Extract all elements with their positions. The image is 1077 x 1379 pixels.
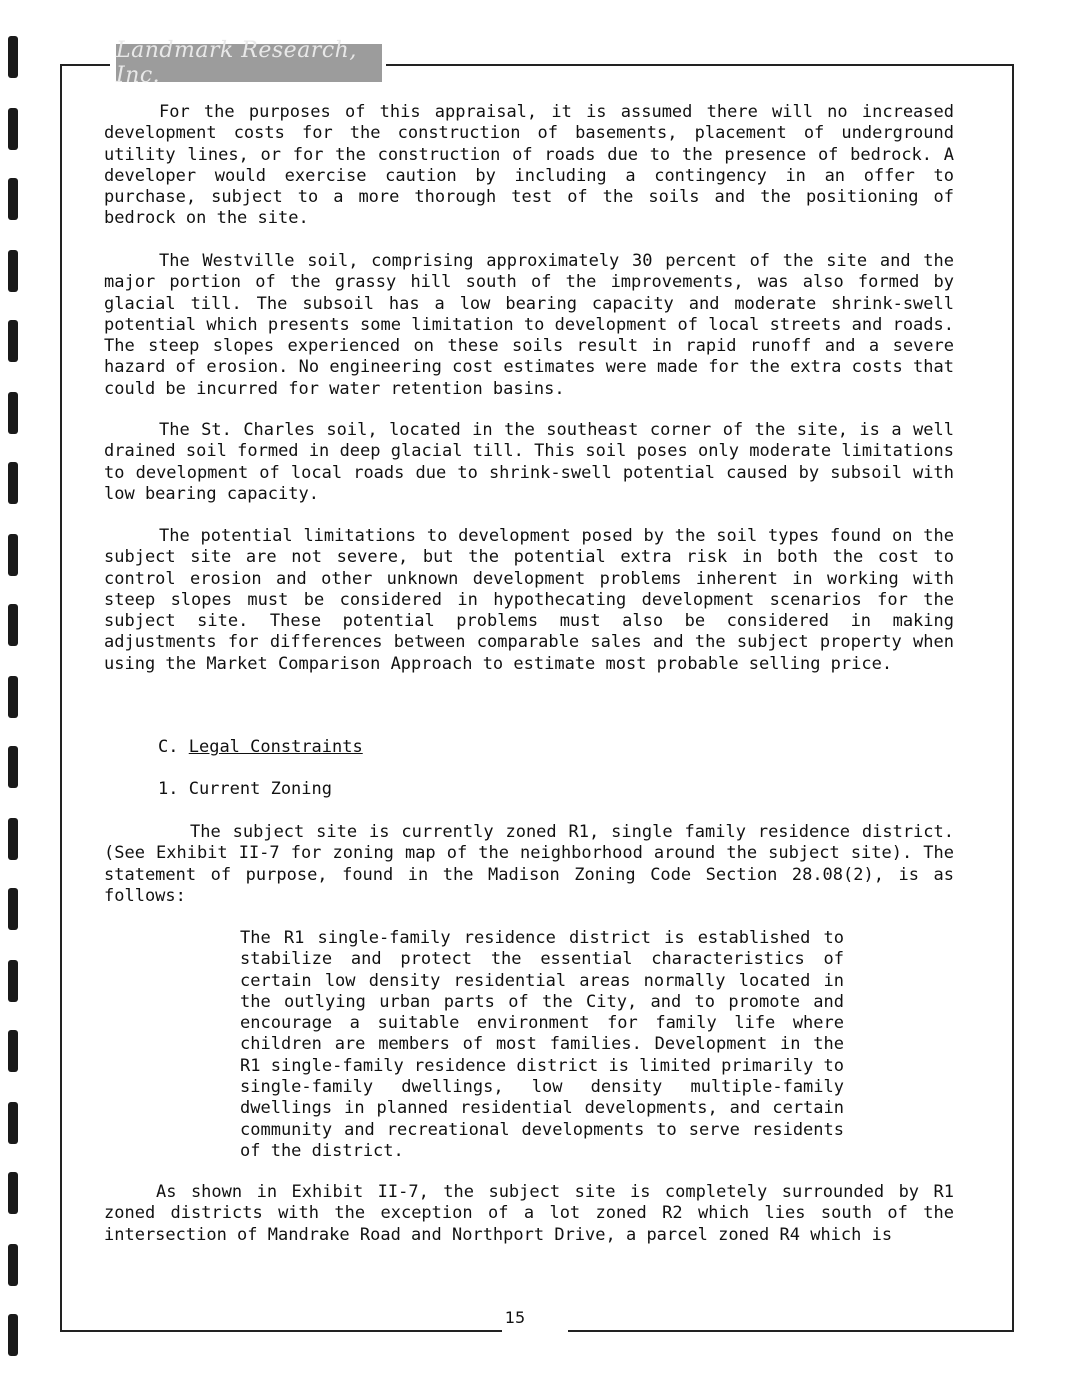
binding-hole: [8, 250, 18, 292]
binding-hole: [8, 960, 18, 1002]
binding-hole: [8, 746, 18, 788]
binding-holes: [0, 0, 24, 1379]
binding-hole: [8, 1030, 18, 1072]
binding-hole: [8, 818, 18, 860]
binding-hole: [8, 1102, 18, 1144]
section-letter: C.: [158, 737, 179, 757]
zoning-code-quote: The R1 single-family residence district is established to stabilize and protect the essential characteristics of certain low density residential areas normally located in the outlying urban parts of the City, and to promote and encourage a suitable environment for family life where children are members of most families. Development in the R1 single-family residence district is limited primarily to single-family dwellings, low density multiple-family dwellings in planned residential developments, and certain community and recreational developments to serve residents of the district.: [240, 928, 844, 1161]
paragraph-st-charles-soil: The St. Charles soil, located in the southeast corner of the site, is a well drained soil formed in deep glacial till. This soil poses only moderate limitations to development of local roads due to shrink-swell potential caused by subsoil with low bearing capacity.: [104, 420, 954, 504]
paragraph-bedrock: For the purposes of this appraisal, it is assumed there will no increased development costs for the construction of basements, placement of underground utility lines, or for the construction of roads due to the presence of bedrock. A developer would exercise caution by including a contingency in an offer to purchase, subject to a more thorough test of the soils and the positioning of bedrock on the site.: [104, 102, 954, 229]
company-logo: Landmark Research, Inc.: [116, 44, 382, 82]
binding-hole: [8, 1172, 18, 1214]
binding-hole: [8, 36, 18, 78]
binding-hole: [8, 604, 18, 646]
section-title: Legal Constraints: [188, 737, 363, 757]
paragraph-surrounding-zoning: As shown in Exhibit II-7, the subject site is completely surrounded by R1 zoned districts with the exception of a lot zoned R2 which lies south of the intersection of Mandrake Road and Northport Drive, a parcel zoned R4 which is: [104, 1182, 954, 1245]
subsection-heading: 1. Current Zoning: [158, 779, 332, 799]
frame-border-right: [1012, 64, 1014, 1331]
binding-hole: [8, 108, 18, 150]
frame-border-bottom-left: [60, 1330, 502, 1332]
binding-hole: [8, 320, 18, 362]
page-number: 15: [504, 1308, 526, 1327]
frame-border-top-right: [386, 64, 1014, 66]
binding-hole: [8, 1244, 18, 1286]
binding-hole: [8, 888, 18, 930]
paragraph-potential-limitations: The potential limitations to development posed by the soil types found on the subject site are not severe, but the potential extra risk in both the cost to control erosion and other unknown development problems inherent in working with steep slopes must be considered in hypothecating development scenarios for the subject site. These potential problems must also be considered in making adjustments for differences between comparable sales and the subject property when using the Market Comparison Approach to estimate most probable selling price.: [104, 526, 954, 674]
binding-hole: [8, 534, 18, 576]
paragraph-westville-soil: The Westville soil, comprising approximately 30 percent of the site and the major portion of the grassy hill south of the improvements, was also formed by glacial till. The subsoil has a low bearing capacity and moderate shrink-swell potential which presents some limitation to development of local streets and roads. The steep slopes experienced on these soils result in rapid runoff and a severe hazard of erosion. No engineering cost estimates were made for the extra costs that could be incurred for water retention basins.: [104, 251, 954, 399]
binding-hole: [8, 676, 18, 718]
frame-border-bottom-right: [568, 1330, 1014, 1332]
binding-hole: [8, 1314, 18, 1356]
frame-border-left: [60, 64, 62, 1331]
binding-hole: [8, 462, 18, 504]
section-heading: [158, 737, 363, 758]
paragraph-zoning: The subject site is currently zoned R1, single family residence district. (See Exhibit II-7 for zoning map of the neighborhood around the subject site). The statement of purpose, found in the Madison Zoning Code Section 28.08(2), is as follows:: [104, 822, 954, 906]
binding-hole: [8, 392, 18, 434]
frame-border-top-left: [60, 64, 110, 66]
binding-hole: [8, 178, 18, 220]
